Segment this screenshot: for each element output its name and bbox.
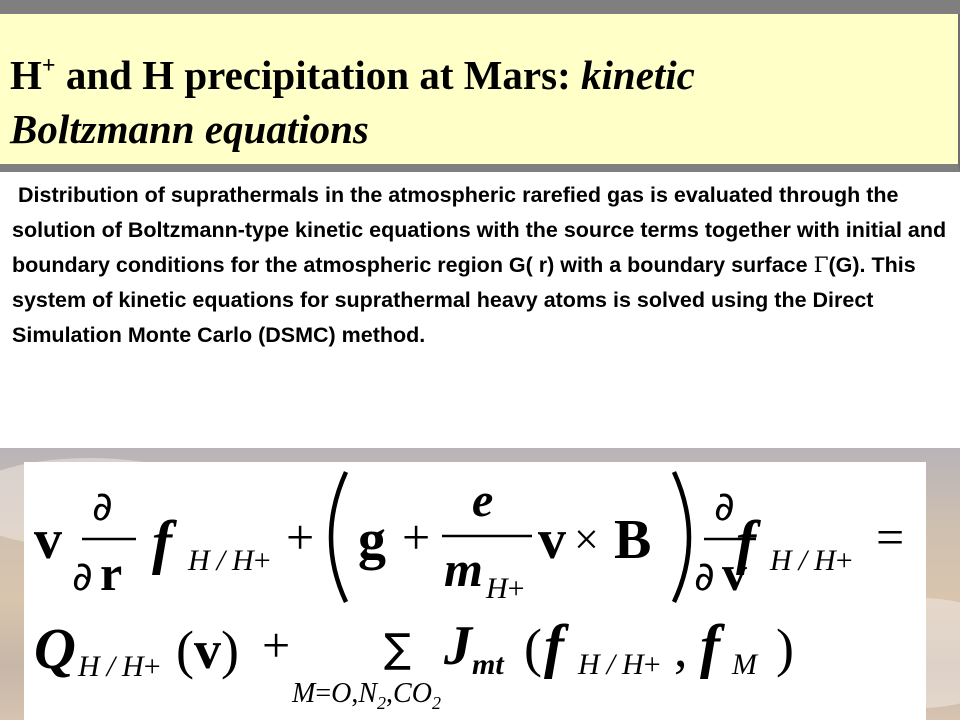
sub-3-h2: H — [122, 650, 144, 683]
collision-j: J — [444, 615, 472, 677]
f-symbol-4: f — [700, 613, 720, 679]
q-arg-v: v — [193, 620, 221, 680]
equation-panel — [24, 462, 926, 720]
source-q: Q — [34, 616, 76, 681]
body-paragraph — [12, 178, 952, 353]
sub-3-h: H — [78, 650, 100, 683]
body-text-part-2: (G). This system of kinetic equations for suprathermal heavy atoms is solved using the Direct Simulation Monte Carlo (DSMC) method. — [12, 253, 916, 347]
lim-eq: = — [315, 678, 332, 709]
cross-product: × — [574, 515, 599, 564]
gravity-g: g — [358, 509, 386, 571]
q-subscript — [77, 650, 161, 683]
v-vector: v — [722, 545, 747, 601]
m-sub-h: H — [486, 572, 508, 605]
lim-2b: 2 — [431, 693, 441, 713]
title-plain: and H precipitation at Mars: — [55, 52, 581, 98]
equals-sign: = — [876, 509, 905, 565]
summation-limits — [291, 678, 441, 713]
lim-c2: , — [386, 678, 394, 709]
lim-o: O — [331, 678, 352, 709]
arg-comma: , — [674, 618, 688, 678]
j-close-paren: ) — [776, 618, 794, 678]
title-italic-2: Boltzmann equations — [10, 106, 369, 152]
q-open-paren: ( — [176, 620, 194, 680]
sub-3-plus: + — [143, 650, 161, 683]
partial-bottom-1: ∂ — [72, 554, 93, 600]
f-subscript-3 — [577, 648, 661, 681]
charge-e: e — [472, 474, 494, 527]
lim-c1: , — [351, 678, 359, 709]
gamma-symbol: Γ — [813, 253, 829, 278]
sub-1-h: H — [188, 544, 210, 577]
sub-1-plus: + — [253, 544, 271, 577]
title-banner — [0, 14, 960, 172]
f-symbol-3: f — [544, 613, 564, 679]
plus-3: + — [262, 617, 291, 673]
m-sub-plus: + — [507, 572, 525, 605]
sub-1-slash: / — [216, 544, 226, 577]
title-lead: H — [10, 52, 42, 98]
q-argument — [176, 620, 239, 680]
mass-subscript — [485, 572, 525, 605]
summation-sign: ∑ — [384, 626, 411, 672]
sub-4-plus: + — [643, 648, 661, 681]
sub-2-plus: + — [835, 544, 853, 577]
plus-1: + — [286, 509, 315, 565]
right-big-paren — [674, 472, 689, 602]
sub-4-h: H — [578, 648, 600, 681]
partial-top-1: ∂ — [92, 484, 113, 530]
top-bar — [0, 0, 960, 14]
slide-title — [10, 48, 695, 156]
sub-4-h2: H — [622, 648, 644, 681]
j-open-paren: ( — [524, 618, 542, 678]
sub-2-slash: / — [798, 544, 808, 577]
r-vector: r — [100, 545, 123, 601]
sub-2-h: H — [770, 544, 792, 577]
velocity-v: v — [34, 509, 62, 571]
magnetic-b: B — [614, 509, 652, 571]
f-m-subscript: M — [732, 648, 757, 681]
f-subscript-2 — [769, 544, 853, 577]
lim-n: N — [358, 678, 378, 709]
title-superscript: + — [41, 53, 56, 79]
lim-co: CO — [393, 678, 432, 709]
lim-2a: 2 — [377, 693, 387, 713]
velocity-v-2: v — [538, 509, 566, 571]
plus-2: + — [402, 509, 431, 565]
boltzmann-equation — [24, 462, 926, 720]
sub-3-slash: / — [106, 650, 116, 683]
f-symbol-2: f — [736, 509, 756, 575]
f-symbol-1: f — [152, 509, 172, 575]
lim-m: M — [292, 678, 316, 709]
f-subscript-1 — [187, 544, 271, 577]
left-big-paren — [331, 472, 346, 602]
q-close-paren: ) — [220, 620, 239, 680]
j-subscript: mt — [472, 648, 504, 681]
mass-m: m — [444, 541, 483, 597]
partial-bottom-2: ∂ — [694, 554, 715, 600]
body-text-part-1: Distribution of suprathermals in the atmospheric rarefied gas is evaluated through the solution of Boltzmann-type kinetic equations with the source terms together with initial and boundary conditions for the atmospheric region G( r) with a boundary surface — [12, 183, 947, 277]
partial-top-2: ∂ — [714, 484, 735, 530]
sub-1-h2: H — [232, 544, 254, 577]
sub-2-h2: H — [814, 544, 836, 577]
sub-4-slash: / — [606, 648, 616, 681]
title-italic-1: kinetic — [581, 52, 695, 98]
